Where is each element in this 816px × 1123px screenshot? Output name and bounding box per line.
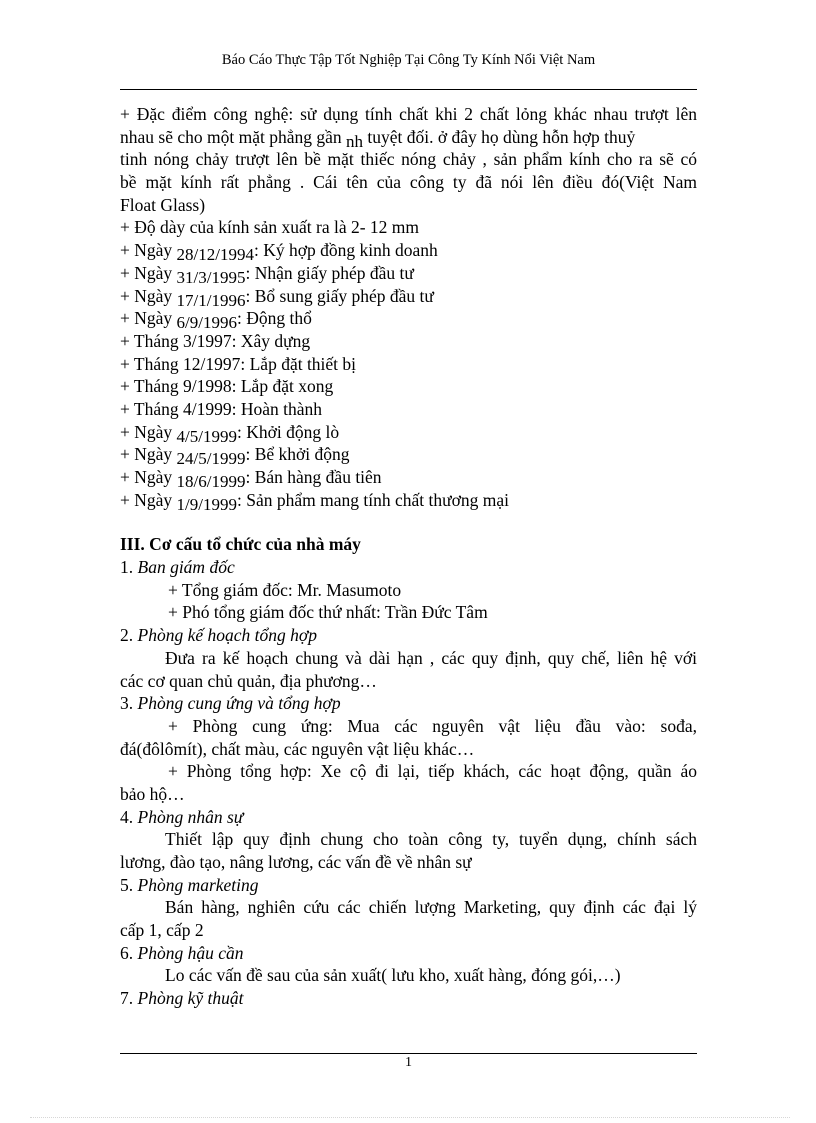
section-gap [120,511,697,533]
dept-title-1: 1. Ban giám đốc [120,557,235,578]
vice-ceo-line: + Phó tổng giám đốc thứ nhất: Trần Đức Tâm [168,602,488,623]
timeline-list [120,239,697,514]
thickness-line: + Độ dày của kính sản xuất ra là 2- 12 mm [120,217,420,238]
dept-3-desc-2: đá(đôlômít), chất màu, các nguyên vật liệu khác… [120,738,475,759]
timeline-item: + Ngày 17/1/1996: Bổ sung giấy phép đầu tư [120,285,434,310]
timeline-item: + Ngày 1/9/1999: Sản phẩm mang tính chất thương mại [120,489,509,514]
page-header [120,50,697,70]
dept-title-5: 5. Phòng marketing [120,874,259,895]
dept-5-desc-2: cấp 1, cấp 2 [120,920,204,941]
dept-title-6: 6. Phòng hậu cần [120,942,244,963]
page-edge-dots [30,1117,790,1118]
header-title: Báo Cáo Thực Tập Tốt Nghiệp Tại Công Ty Kính Nổi Việt Nam [221,52,596,68]
tech-line-4: bề mặt kính rất phẳng . Cái tên của công ty đã nói lên điều đó(Việt Nam [120,172,697,193]
timeline-item: + Ngày 4/5/1999: Khởi động lò [120,421,340,446]
dept-3-desc-4: bảo hộ… [120,783,185,804]
dept-2-desc-2: các cơ quan chủ quản, địa phương… [120,670,377,691]
ceo-line: + Tổng giám đốc: Mr. Masumoto [168,579,402,600]
timeline-item: + Tháng 3/1997: Xây dựng [120,330,311,351]
dept-3-desc-3: + Phòng tổng hợp: Xe cộ đi lại, tiếp khách, các hoạt động, quần áo [168,761,697,782]
dept-title-7: 7. Phòng kỹ thuật [120,988,244,1009]
dept-title-4: 4. Phòng nhân sự [120,806,244,827]
timeline-item: + Ngày 24/5/1999: Bể khởi động [120,444,350,469]
dept-2-desc-1: Đưa ra kế hoạch chung và dài hạn , các quy định, quy chế, liên hệ với [165,647,697,668]
dept-4-desc-2: lương, đào tạo, nâng lương, các vấn đề về nhân sự [120,852,472,872]
header-rule [120,89,697,90]
dept-5-desc-1: Bán hàng, nghiên cứu các chiến lượng Marketing, quy định các đại lý [165,897,697,918]
timeline-item: + Ngày 31/3/1995: Nhận giấy phép đầu tư [120,262,414,287]
dept-6-desc-1: Lo các vấn đề sau của sản xuất( lưu kho, xuất hàng, đóng gói,…) [165,965,621,986]
timeline-item: + Ngày 6/9/1996: Động thổ [120,308,312,333]
timeline-item: + Tháng 12/1997: Lắp đặt thiết bị [120,353,357,374]
section-heading: III. Cơ cấu tổ chức của nhà máy [120,534,361,555]
page-number: 1 [405,1055,412,1070]
timeline-item: + Tháng 9/1998: Lắp đặt xong [120,376,334,397]
timeline-item: + Ngày 28/12/1994: Ký hợp đồng kinh doanh [120,240,438,265]
dept-title-2: 2. Phòng kế hoạch tổng hợp [120,625,317,646]
dept-3-desc-1: + Phòng cung ứng: Mua các nguyên vật liệu đầu vào: sođa, [168,715,697,736]
timeline-item: + Tháng 4/1999: Hoàn thành [120,398,323,419]
tech-line-1: + Đặc điểm công nghệ: sử dụng tính chất khi 2 chất lỏng khác nhau trượt lên [120,104,697,124]
timeline-item: + Ngày 18/6/1999: Bán hàng đầu tiên [120,467,382,491]
dept-4-desc-1: Thiết lập quy định chung cho toàn công ty, tuyển dụng, chính sách [165,829,697,850]
tech-line-2: nhau sẽ cho một mặt phẳng gần nh tuyệt đối. ở đây họ dùng hỗn hợp thuỷ [120,126,636,151]
tech-line-5: Float Glass) [120,194,206,215]
tech-line-3: tinh nóng chảy trượt lên bề mặt thiếc nóng chảy , sản phẩm kính cho ra sẽ có [120,149,697,170]
dept-title-3: 3. Phòng cung ứng và tổng hợp [120,693,341,714]
document-body [120,103,697,1010]
